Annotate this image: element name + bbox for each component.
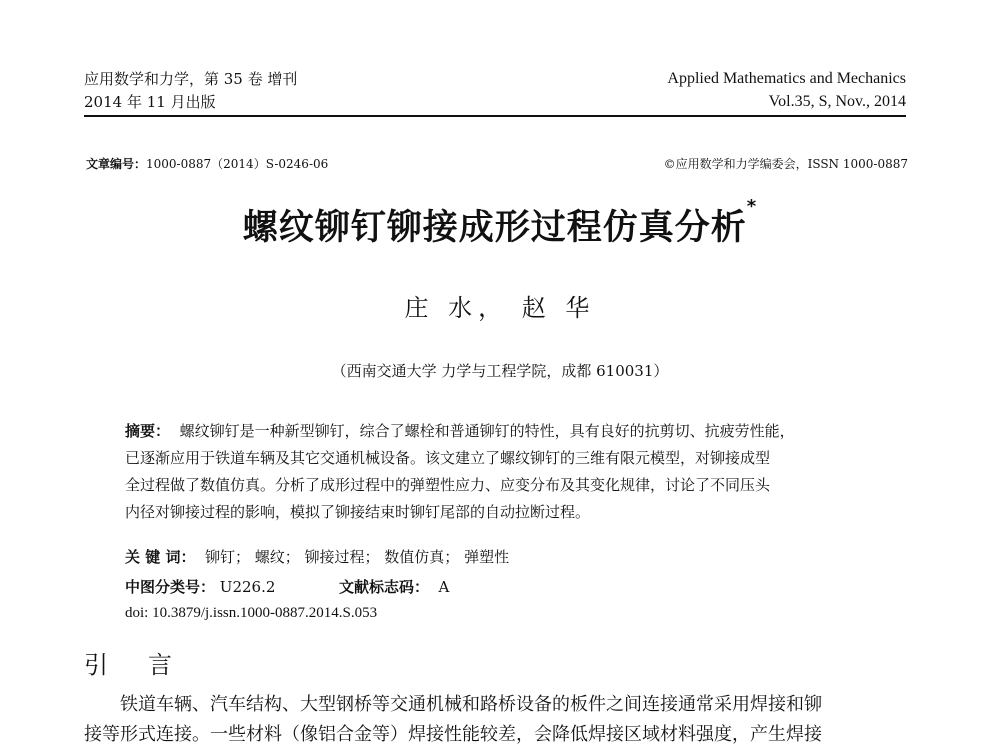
volume-info: Vol.35, S, Nov., 2014 — [768, 93, 906, 110]
body-text — [84, 690, 914, 750]
abstract-label: 摘要： — [125, 422, 171, 440]
copyright-line: ©应用数学和力学编委会，ISSN 1000-0887 — [663, 157, 908, 171]
journal-name-en: Applied Mathematics and Mechanics — [667, 70, 906, 87]
issue-date-cn: 2014 年 11 月出版 — [84, 93, 216, 111]
abstract-line-4: 内径对铆接过程的影响，模拟了铆接结束时铆钉尾部的自动拉断过程。 — [125, 503, 591, 521]
abstract-line-1 — [125, 418, 885, 445]
article-number — [86, 155, 328, 172]
title-footnote-mark: * — [746, 196, 758, 217]
body-line-2: 接等形式连接。一些材料（像铝合金等）焊接性能较差，会降低焊接区域材料强度，产生焊接 — [84, 724, 822, 745]
keywords — [125, 544, 509, 571]
paper-title — [0, 196, 1000, 250]
keywords-value: 铆钉； 螺纹； 铆接过程； 数值仿真； 弹塑性 — [205, 548, 510, 566]
section-heading: 引言 — [84, 651, 212, 679]
abstract-line-2: 已逐渐应用于铁道车辆及其它交通机械设备。该文建立了螺纹铆钉的三维有限元模型，对铆接成型 — [125, 449, 771, 467]
abstract — [125, 418, 885, 526]
affiliation: （西南交通大学 力学与工程学院，成都 610031） — [331, 362, 669, 380]
abstract-text-1: 螺纹铆钉是一种新型铆钉，综合了螺栓和普通铆钉的特性，具有良好的抗剪切、抗疲劳性能， — [179, 422, 795, 440]
body-line-1: 铁道车辆、汽车结构、大型钢桥等交通机械和路桥设备的板件之间连接通常采用焊接和铆 — [120, 694, 822, 715]
clc-label: 中图分类号： — [125, 578, 216, 596]
journal-name-cn: 应用数学和力学，第 35 卷 增刊 — [84, 70, 298, 88]
abstract-line-3: 全过程做了数值仿真。分析了成形过程中的弹塑性应力、应变分布及其变化规律，讨论了不同压头 — [125, 476, 771, 494]
authors: 庄 水， 赵 华 — [404, 294, 596, 322]
doc-code-value: A — [438, 578, 450, 596]
paper-title-text: 螺纹铆钉铆接成形过程仿真分析 — [242, 208, 747, 248]
doi: doi: 10.3879/j.issn.1000-0887.2014.S.053 — [125, 605, 378, 621]
header-rule — [84, 115, 906, 117]
keywords-label: 关 键 词： — [125, 548, 196, 566]
article-number-value: 1000-0887（2014）S-0246-06 — [146, 157, 329, 171]
doc-code-label: 文献标志码： — [338, 578, 429, 596]
article-number-label: 文章编号： — [86, 157, 147, 171]
clc-value: U226.2 — [219, 578, 276, 596]
classification — [125, 574, 449, 601]
